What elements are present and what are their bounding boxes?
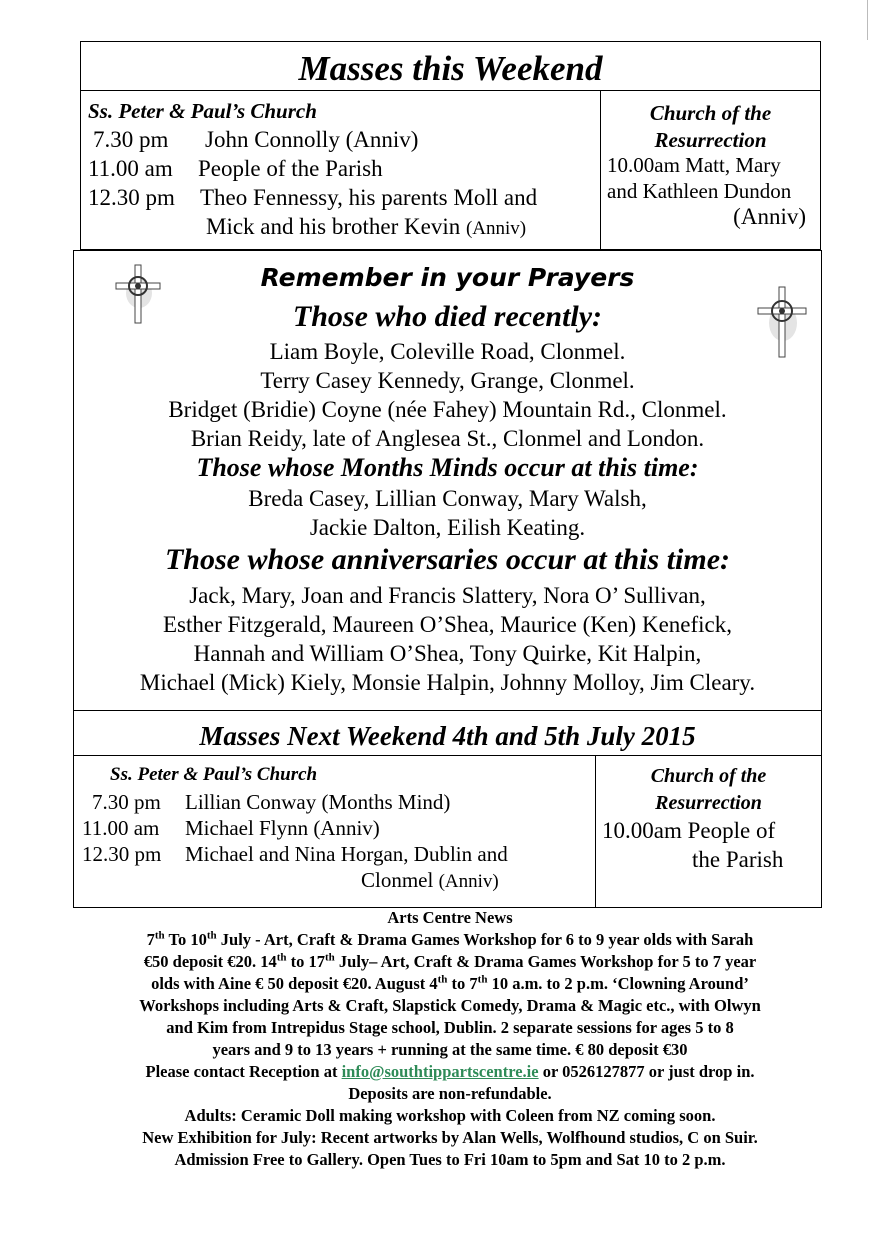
masses-this-weekend-title: Masses this Weekend — [298, 49, 603, 88]
arts-line: years and 9 to 13 years + running at the same time. € 80 deposit €30 — [212, 1040, 688, 1059]
mass-row — [82, 815, 590, 841]
list-item: Terry Casey Kennedy, Grange, Clonmel. — [260, 368, 635, 393]
mass-intention: People of the Parish — [198, 156, 383, 181]
arts-line: Workshops including Arts & Craft, Slapstick Comedy, Drama & Magic etc., with Olwyn — [139, 996, 761, 1015]
mass-intention: Michael Flynn (Anniv) — [185, 816, 380, 840]
arts-line — [80, 1061, 820, 1083]
anniv-note: (Anniv) — [438, 871, 499, 892]
arts-line — [80, 973, 820, 995]
church-name: Ss. Peter & Paul’s Church — [88, 99, 317, 123]
died-recently-heading: Those who died recently: — [292, 300, 603, 333]
anniv-note: (Anniv) — [733, 204, 806, 229]
text: July– Art, Craft & Drama Games Workshop for 5 to 7 year — [334, 952, 757, 971]
mass-detail-line: and Kathleen Dundon — [607, 179, 792, 203]
mass-list — [88, 125, 593, 243]
ordinal: th — [206, 929, 217, 942]
text: To 10 — [164, 930, 207, 949]
mass-row — [82, 789, 590, 815]
ordinal: th — [437, 973, 448, 986]
anniversaries-heading: Those whose anniversaries occur at this time: — [164, 543, 731, 576]
text: olds with Aine € 50 deposit €20. August 4 — [151, 974, 438, 993]
church-name-line: Resurrection — [654, 128, 767, 152]
text: €50 deposit €20. 14 — [143, 952, 277, 971]
anniv-note: (Anniv) — [465, 218, 527, 239]
mass-list — [82, 789, 590, 895]
arts-line — [80, 929, 820, 951]
arts-line: New Exhibition for July: Recent artworks by Alan Wells, Wolfhound studios, C on Suir. — [142, 1128, 758, 1147]
text: to 17 — [286, 952, 325, 971]
ordinal: th — [154, 929, 165, 942]
resurrection-next-masses-box — [595, 755, 822, 908]
church-name: Ss. Peter & Paul’s Church — [110, 764, 318, 785]
list-item: Jack, Mary, Joan and Francis Slattery, Nora O’ Sullivan, — [189, 583, 706, 608]
mass-row — [88, 125, 593, 154]
ss-peter-paul-masses-box — [80, 90, 601, 250]
mass-time: 12.30 pm — [82, 842, 162, 866]
mass-row — [88, 154, 593, 183]
arts-line — [80, 951, 820, 973]
ordinal: th — [276, 951, 287, 964]
masses-next-weekend-title: Masses Next Weekend 4th and 5th July 2015 — [199, 721, 696, 751]
ordinal: th — [477, 973, 488, 986]
arts-line: Deposits are non-refundable. — [348, 1084, 552, 1103]
list-item: Bridget (Bridie) Coyne (née Fahey) Mountain Rd., Clonmel. — [168, 397, 727, 422]
mass-time: 11.00 am — [82, 816, 160, 840]
text: or 0526127877 or just drop in. — [538, 1062, 755, 1081]
died-recently-list — [74, 337, 821, 453]
mass-detail-line: 10.00am People of — [602, 818, 776, 843]
church-name — [601, 100, 820, 154]
masses-this-weekend-header — [80, 41, 821, 91]
text: Please contact Reception at — [145, 1062, 342, 1081]
mass-row — [88, 183, 593, 212]
mass-intention: Michael and Nina Horgan, Dublin and — [185, 842, 508, 866]
mass-detail-line: 10.00am Matt, Mary — [607, 153, 781, 177]
mass-intention-continued: Mick and his brother Kevin — [206, 214, 461, 239]
text: to 7 — [447, 974, 478, 993]
mass-time: 12.30 pm — [88, 185, 175, 210]
prayers-box — [73, 250, 822, 711]
mass-intention: John Connolly (Anniv) — [205, 127, 419, 152]
church-name-line: Church of the — [649, 101, 772, 125]
mass-time: 7.30 pm — [92, 790, 161, 814]
ss-peter-paul-next-masses-box — [73, 755, 596, 908]
email-link[interactable]: info@southtippartscentre.ie — [341, 1062, 539, 1081]
text: 10 a.m. to 2 p.m. ‘Clowning Around’ — [487, 974, 749, 993]
mass-intention: Theo Fennessy, his parents Moll and — [200, 185, 538, 210]
mass-intention: Lillian Conway (Months Mind) — [185, 790, 451, 814]
list-item: Brian Reidy, late of Anglesea St., Clonmel and London. — [190, 426, 705, 451]
masses-next-weekend-header — [73, 711, 822, 756]
church-name — [596, 763, 821, 817]
arts-centre-news — [80, 907, 820, 1171]
list-item: Liam Boyle, Coleville Road, Clonmel. — [269, 339, 626, 364]
months-minds-list — [74, 484, 821, 542]
mass-row — [82, 841, 590, 867]
anniversaries-list — [74, 581, 821, 697]
ordinal: th — [324, 951, 335, 964]
resurrection-masses-box — [600, 90, 821, 250]
arts-line: Admission Free to Gallery. Open Tues to Fri 10am to 5pm and Sat 10 to 2 p.m. — [174, 1150, 726, 1169]
page-edge-line — [867, 0, 868, 40]
arts-line: Adults: Ceramic Doll making workshop with Coleen from NZ coming soon. — [184, 1106, 716, 1125]
mass-intention-continued: Clonmel — [361, 868, 434, 892]
mass-row-continued — [88, 212, 593, 243]
church-name-line: Church of the — [650, 765, 767, 787]
arts-line: and Kim from Intrepidus Stage school, Dublin. 2 separate sessions for ages 5 to 8 — [166, 1018, 734, 1037]
list-item: Michael (Mick) Kiely, Monsie Halpin, Johnny Molloy, Jim Cleary. — [139, 670, 756, 695]
list-item: Jackie Dalton, Eilish Keating. — [309, 515, 586, 540]
list-item: Hannah and William O’Shea, Tony Quirke, Kit Halpin, — [193, 641, 702, 666]
list-item: Esther Fitzgerald, Maureen O’Shea, Maurice (Ken) Kenefick, — [162, 612, 732, 637]
mass-time: 7.30 pm — [93, 127, 169, 152]
mass-time: 11.00 am — [88, 156, 173, 181]
mass-row-continued — [82, 867, 590, 895]
church-name-line: Resurrection — [655, 792, 762, 814]
months-minds-heading: Those whose Months Minds occur at this time: — [196, 453, 699, 482]
arts-title: Arts Centre News — [387, 908, 513, 927]
mass-details — [607, 152, 791, 204]
mass-detail-line: the Parish — [692, 847, 784, 872]
text: 7 — [146, 930, 155, 949]
list-item: Breda Casey, Lillian Conway, Mary Walsh, — [248, 486, 647, 511]
text: July - Art, Craft & Drama Games Workshop for 6 to 9 year olds with Sarah — [216, 930, 754, 949]
prayers-heading: Remember in your Prayers — [260, 263, 635, 292]
